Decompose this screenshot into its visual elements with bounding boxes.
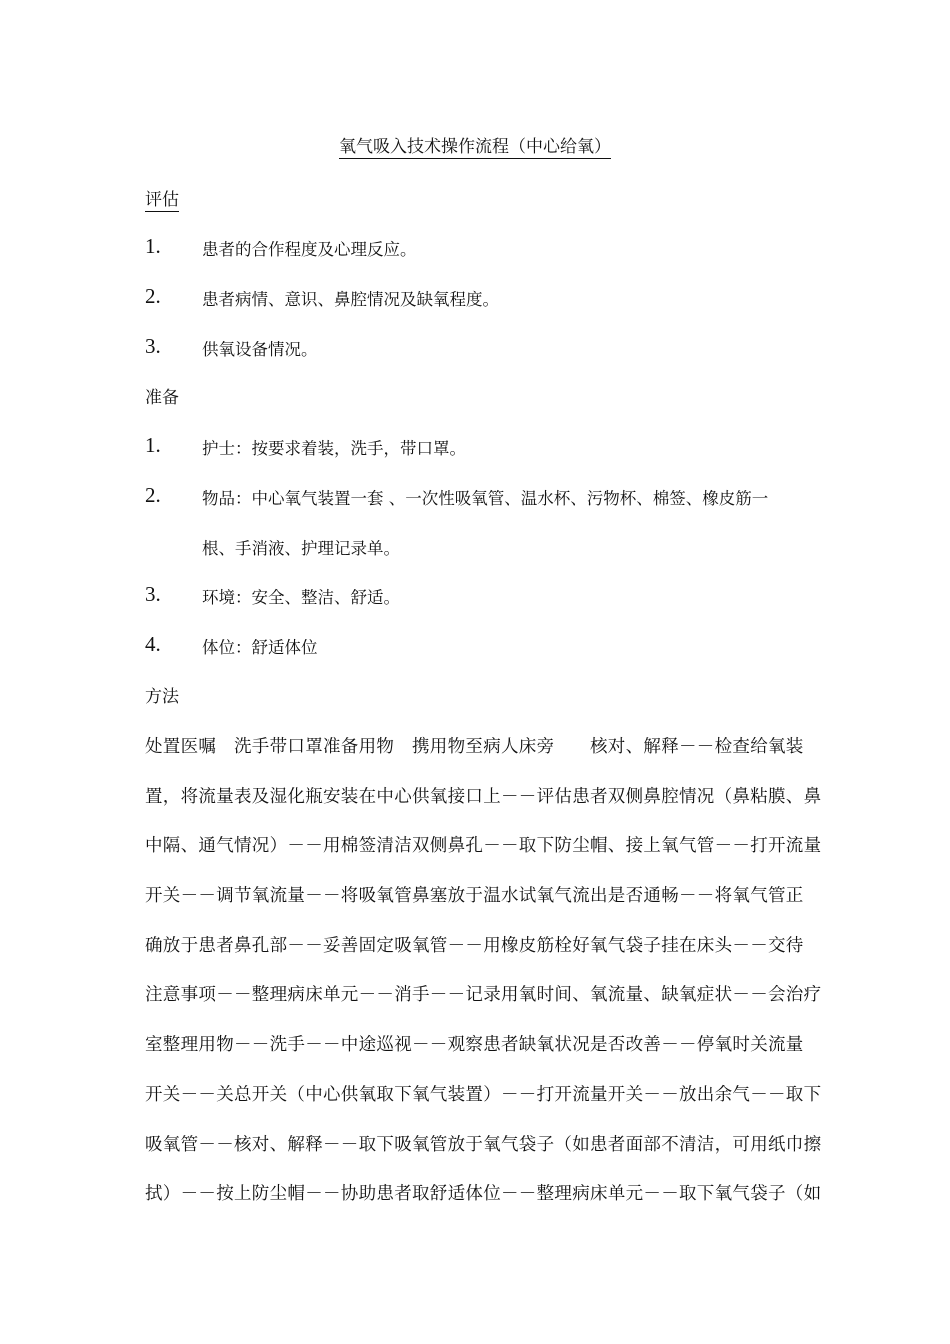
list-item-text: 供氧设备情况。 — [202, 340, 318, 359]
document-title — [0, 135, 950, 159]
list-item-text: 患者的合作程度及心理反应。 — [202, 240, 417, 259]
paragraph-line: 注意事项－－整理病床单元－－消手－－记录用氧时间、氧流量、缺氧症状－－会治疗 — [145, 985, 822, 1006]
section-heading-method: 方法 — [145, 687, 179, 707]
list-item-text: 物品：中心氧气装置一套 、一次性吸氧管、温水杯、污物杯、棉签、橡皮筋一 — [202, 489, 769, 508]
list-item-number: 3. — [145, 582, 161, 606]
method-paragraph — [145, 735, 822, 1232]
list-item-number: 4. — [145, 632, 161, 656]
list-item-text: 环境：安全、整洁、舒适。 — [202, 588, 400, 607]
paragraph-line: 中隔、通气情况）－－用棉签清洁双侧鼻孔－－取下防尘帽、接上氧气管－－打开流量 — [145, 836, 822, 857]
list-item-number: 1. — [145, 234, 161, 258]
list-item-text: 护士：按要求着装，洗手，带口罩。 — [202, 439, 466, 458]
paragraph-line: 确放于患者鼻孔部－－妥善固定吸氧管－－用橡皮筋栓好氧气袋子挂在床头－－交待 — [145, 935, 804, 956]
list-item-number: 1. — [145, 433, 161, 457]
paragraph-line: 室整理用物－－洗手－－中途巡视－－观察患者缺氧状况是否改善－－停氧时关流量 — [145, 1035, 804, 1056]
list-item-number: 3. — [145, 334, 161, 358]
list-item-text: 患者病情、意识、鼻腔情况及缺氧程度。 — [202, 290, 499, 309]
paragraph-line: 开关－－调节氧流量－－将吸氧管鼻塞放于温水试氧气流出是否通畅－－将氧气管正 — [145, 886, 804, 907]
list-item-text: 体位：舒适体位 — [202, 638, 318, 657]
paragraph-line: 拭）－－按上防尘帽－－协助患者取舒适体位－－整理病床单元－－取下氧气袋子（如 — [145, 1184, 822, 1205]
list-item-text-continued: 根、手消液、护理记录单。 — [202, 539, 400, 558]
paragraph-line: 处置医嘱 洗手带口罩准备用物 携用物至病人床旁 核对、解释－－检查给氧装 — [145, 737, 804, 757]
paragraph-line: 吸氧管－－核对、解释－－取下吸氧管放于氧气袋子（如患者面部不清洁，可用纸巾擦 — [145, 1134, 822, 1155]
document-title-text: 氧气吸入技术操作流程（中心给氧） — [339, 137, 611, 157]
section-heading-prepare: 准备 — [145, 388, 179, 408]
list-item-number: 2. — [145, 483, 161, 507]
paragraph-line: 开关－－关总开关（中心供氧取下氧气装置）－－打开流量开关－－放出余气－－取下 — [145, 1084, 822, 1105]
list-item-number: 2. — [145, 284, 161, 308]
paragraph-line: 置，将流量表及湿化瓶安装在中心供氧接口上－－评估患者双侧鼻腔情况（鼻粘膜、鼻 — [145, 786, 822, 807]
section-heading-assess: 评估 — [145, 190, 179, 210]
